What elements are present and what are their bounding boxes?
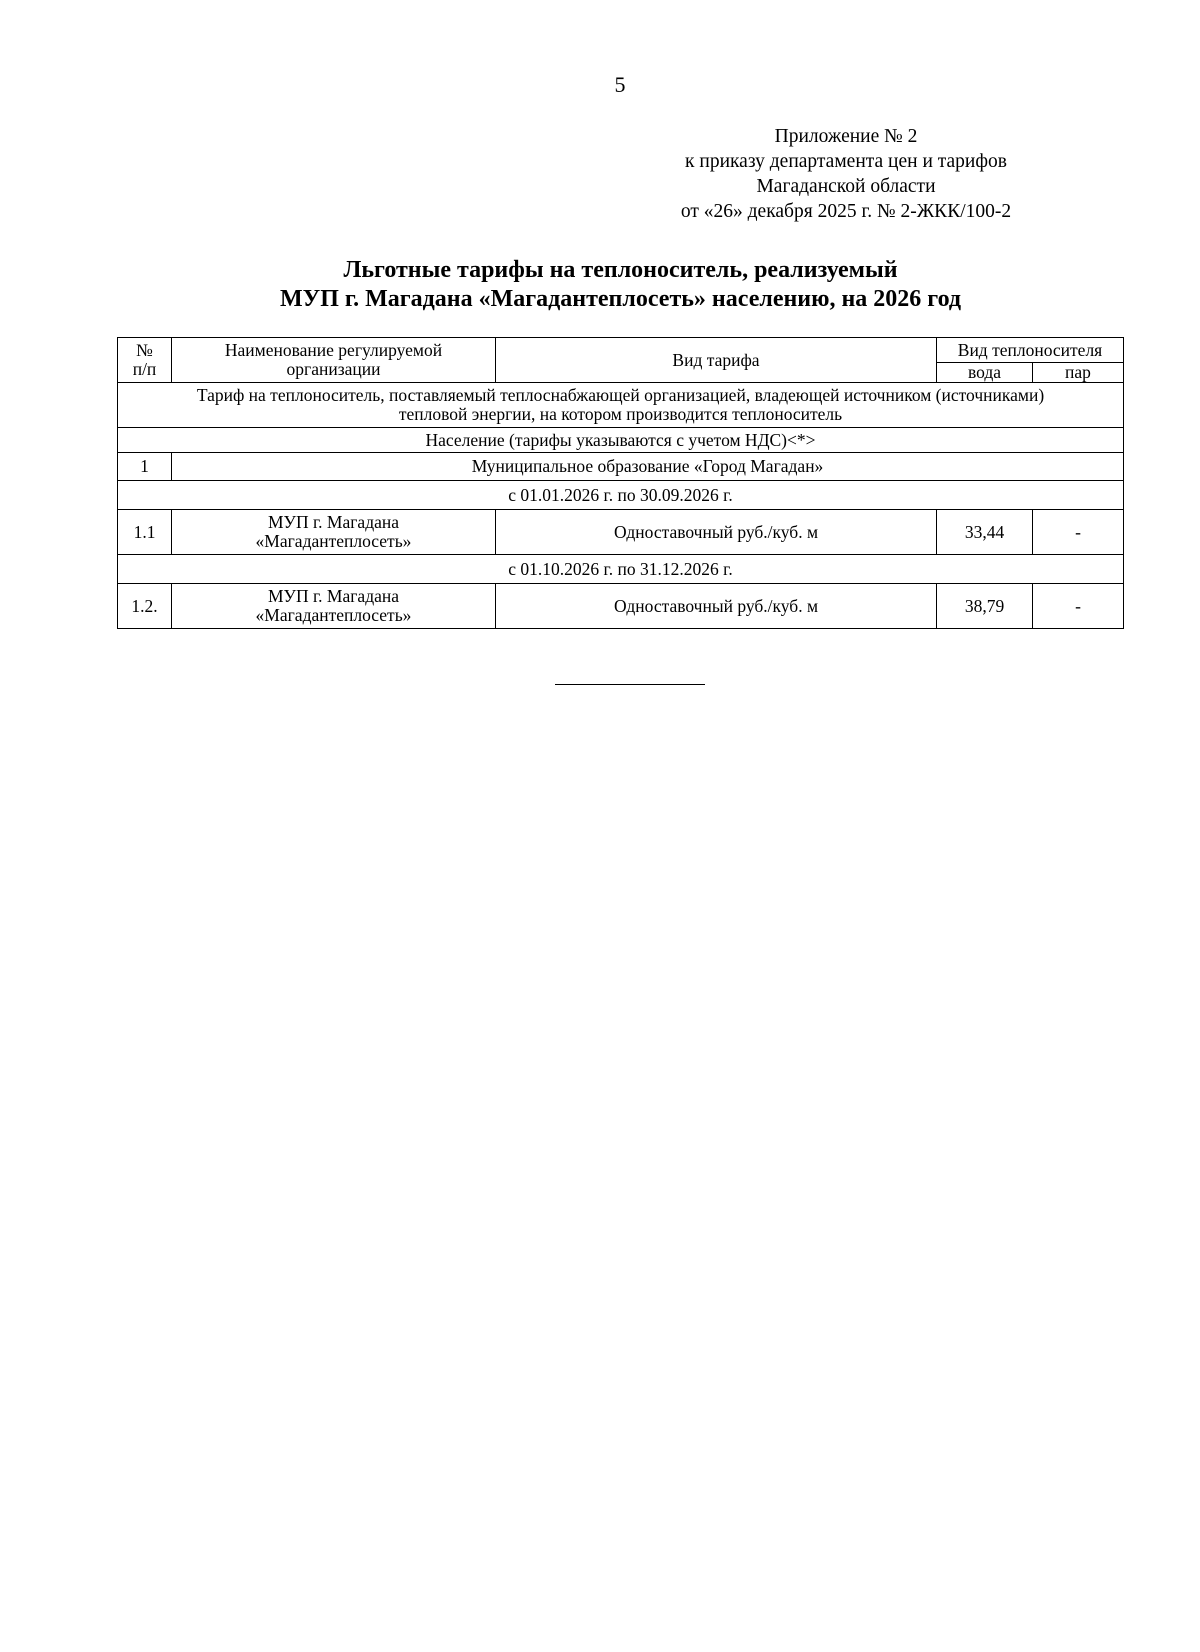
- table-row: [118, 584, 1124, 629]
- row-tariff-cell: Одноставочный руб./куб. м: [496, 510, 937, 555]
- row-organization-line-2: «Магадантеплосеть»: [255, 531, 412, 551]
- row-water-value-cell: 38,79: [937, 584, 1033, 629]
- header-organization-line-1: Наименование регулируемой: [224, 340, 443, 360]
- municipality-name-cell: Муниципальное образование «Город Магадан»: [172, 453, 1124, 481]
- header-number-cell: [118, 338, 172, 383]
- row-organization-line-2: «Магадантеплосеть»: [255, 605, 412, 625]
- table-municipality-row: [118, 453, 1124, 481]
- header-number-line-1: №: [136, 340, 153, 360]
- row-water-value-cell: 33,44: [937, 510, 1033, 555]
- page-number: 5: [614, 72, 626, 97]
- section-line-2: тепловой энергии, на котором производится теплоноситель: [398, 404, 843, 424]
- document-title: [117, 256, 1124, 314]
- header-number-line-2: п/п: [132, 359, 157, 379]
- appendix-line-4: от «26» декабря 2025 г. № 2-ЖКК/100-2: [680, 201, 1012, 222]
- document-title-line-1: Льготные тарифы на теплоноситель, реализуемый: [343, 257, 898, 283]
- population-cell: Население (тарифы указываются с учетом НДС)<*>: [118, 428, 1124, 453]
- table-population-row: [118, 428, 1124, 453]
- appendix-line-2: к приказу департамента цен и тарифов: [685, 151, 1007, 172]
- row-number-cell: 1.2.: [118, 584, 172, 629]
- section-line-1: Тариф на теплоноситель, поставляемый теплоснабжающей организацией, владеющей источником (источниками): [196, 385, 1045, 405]
- appendix-line-3: Магаданской области: [756, 176, 936, 197]
- municipality-number-cell: 1: [118, 453, 172, 481]
- section-cell: [118, 383, 1124, 428]
- tariff-table: [117, 337, 1124, 629]
- table-period-row: [118, 555, 1124, 584]
- header-carrier-cell: Вид теплоносителя: [937, 338, 1124, 363]
- table-section-row: [118, 383, 1124, 428]
- row-number-cell: 1.1: [118, 510, 172, 555]
- header-water-cell: вода: [937, 363, 1033, 383]
- document-title-line-2: МУП г. Магадана «Магадантеплосеть» населению, на 2026 год: [279, 286, 962, 312]
- end-divider: [555, 684, 705, 685]
- table-header-row: [118, 338, 1124, 363]
- period-label-cell: с 01.10.2026 г. по 31.12.2026 г.: [118, 555, 1124, 584]
- header-tariff-type-cell: Вид тарифа: [496, 338, 937, 383]
- row-organization-line-1: МУП г. Магадана: [268, 512, 399, 532]
- row-steam-value-cell: -: [1033, 510, 1124, 555]
- appendix-line-1: Приложение № 2: [774, 126, 918, 147]
- header-steam-cell: пар: [1033, 363, 1124, 383]
- header-organization-line-2: организации: [286, 359, 381, 379]
- period-label-cell: с 01.01.2026 г. по 30.09.2026 г.: [118, 481, 1124, 510]
- table-period-row: [118, 481, 1124, 510]
- table-row: [118, 510, 1124, 555]
- row-organization-cell: [172, 584, 496, 629]
- row-organization-cell: [172, 510, 496, 555]
- header-organization-cell: [172, 338, 496, 383]
- row-steam-value-cell: -: [1033, 584, 1124, 629]
- appendix-block: [620, 124, 1072, 224]
- row-tariff-cell: Одноставочный руб./куб. м: [496, 584, 937, 629]
- row-organization-line-1: МУП г. Магадана: [268, 586, 399, 606]
